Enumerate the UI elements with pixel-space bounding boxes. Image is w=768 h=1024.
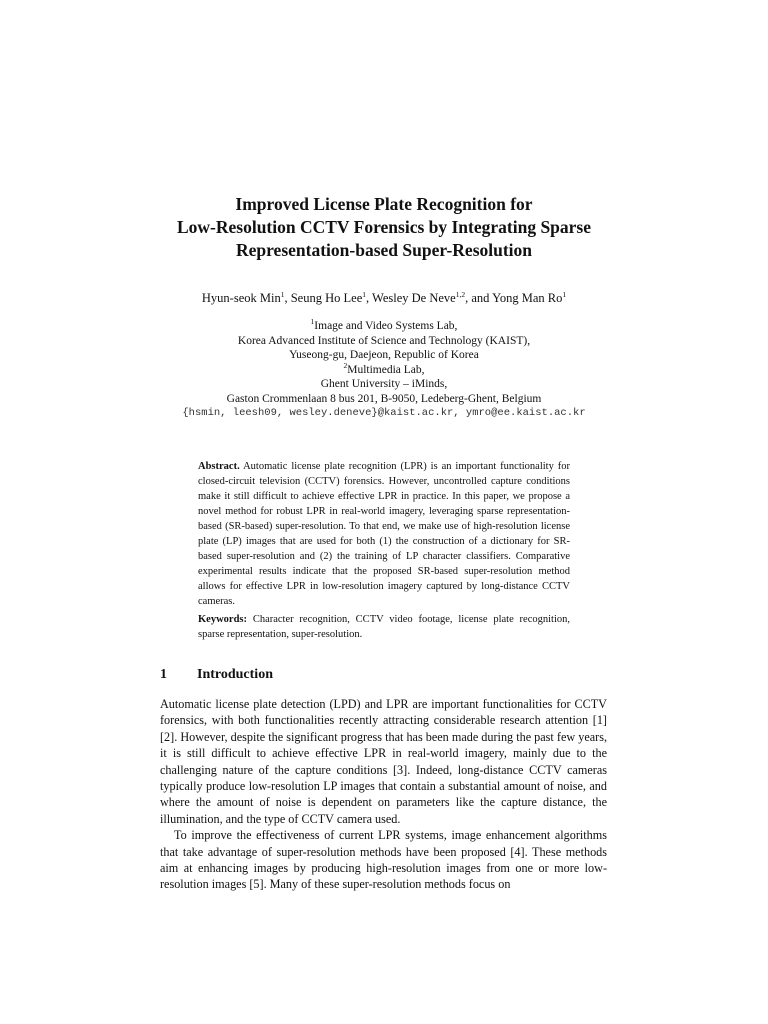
affiliation-mark: 2 (343, 360, 348, 370)
author-separator: , (284, 291, 291, 305)
affiliation-line (0, 377, 768, 392)
affiliation-line (0, 348, 768, 363)
keywords (198, 612, 570, 642)
body-paragraph: Automatic license plate detection (LPD) and LPR are important functionalities for CCTV forensics, with both functionalities recently attracting considerable research attention [1][2]. However, despite the significant progress that has been made during the past few years, it is still difficult to achieve effective LPR in real-world imagery, mainly due to the challenging nature of the capture conditions [3]. Indeed, long-distance CCTV cameras typically produce low-resolution LP images that contain a substantial amount of noise, and where the amount of noise is dependent on parameters like the capture distance, the illumination, and the type of CCTV camera used. (160, 697, 607, 826)
section-body (160, 696, 607, 893)
author-emails: {hsmin, leesh09, wesley.deneve}@kaist.ac.kr, ymro@ee.kaist.ac.kr (182, 407, 586, 419)
abstract-label: Abstract. (198, 461, 240, 472)
author-separator: , (366, 291, 373, 305)
affiliation-text: Ghent University – iMinds, (320, 378, 448, 390)
affiliation-text: Multimedia Lab, (347, 363, 425, 376)
affiliation-text: Gaston Crommenlaan 8 bus 201, B-9050, Ledeberg-Ghent, Belgium (226, 392, 542, 405)
affiliation-line (0, 392, 768, 407)
author-name: Hyun-seok Min (201, 291, 281, 305)
section-number: 1 (160, 667, 167, 682)
author-list (0, 290, 768, 306)
affiliation-text: Yuseong-gu, Daejeon, Republic of Korea (289, 349, 479, 361)
section-title: Introduction (197, 667, 273, 682)
affiliation-line (0, 334, 768, 349)
affiliation-text: Image and Video Systems Lab, (314, 320, 458, 332)
author-affiliation-mark: 1 (562, 290, 567, 299)
title-line: Low-Resolution CCTV Forensics by Integrating Sparse (176, 217, 592, 237)
author-affiliation-mark: 1 (280, 290, 285, 299)
title-line: Improved License Plate Recognition for (235, 194, 533, 214)
affiliation-text: Korea Advanced Institute of Science and Technology (KAIST), (237, 334, 531, 347)
section-heading (160, 666, 610, 684)
author-name: Seung Ho Lee (290, 291, 363, 305)
body-paragraph: To improve the effectiveness of current LPR systems, image enhancement algorithms that take advantage of super-resolution methods have been proposed [4]. These methods aim at enhancing images by producing high-resolution images from one or more low-resolution images [5]. Many of these super-resolution methods focus on (160, 828, 607, 892)
keywords-label: Keywords: (198, 614, 247, 625)
abstract-text: Automatic license plate recognition (LPR) is an important functionality for closed-circuit television (CCTV) forensics. However, uncontrolled capture conditions make it still difficult to achieve effective LPR in practice. In this paper, we propose a novel method for robust LPR in real-world imagery, leveraging sparse representation-based (SR-based) super-resolution. To that end, we make use of high-resolution license plate (LP) images that are used for both (1) the construction of a dictionary for SR-based super-resolution and (2) the training of LP character classifiers. Comparative experimental results indicate that the proposed SR-based super-resolution method allows for effective LPR in low-resolution imagery captured by long-distance CCTV cameras. (198, 461, 571, 607)
title-line: Representation-based Super-Resolution (235, 240, 533, 260)
abstract (198, 459, 570, 609)
author-affiliation-mark: 1,2 (455, 290, 466, 299)
author-separator: , and (465, 291, 493, 305)
author-affiliation-mark: 1 (362, 290, 366, 299)
affiliation-line (0, 319, 768, 334)
affiliation-line (0, 360, 768, 378)
affiliation-mark: 1 (310, 317, 315, 326)
affiliations (0, 319, 768, 421)
author-name: Yong Man Ro (492, 291, 563, 305)
paper-title (0, 193, 768, 262)
author-name: Wesley De Neve (372, 291, 456, 305)
keywords-text: Character recognition, CCTV video footage, license plate recognition, sparse representation, super-resolution. (198, 614, 570, 640)
